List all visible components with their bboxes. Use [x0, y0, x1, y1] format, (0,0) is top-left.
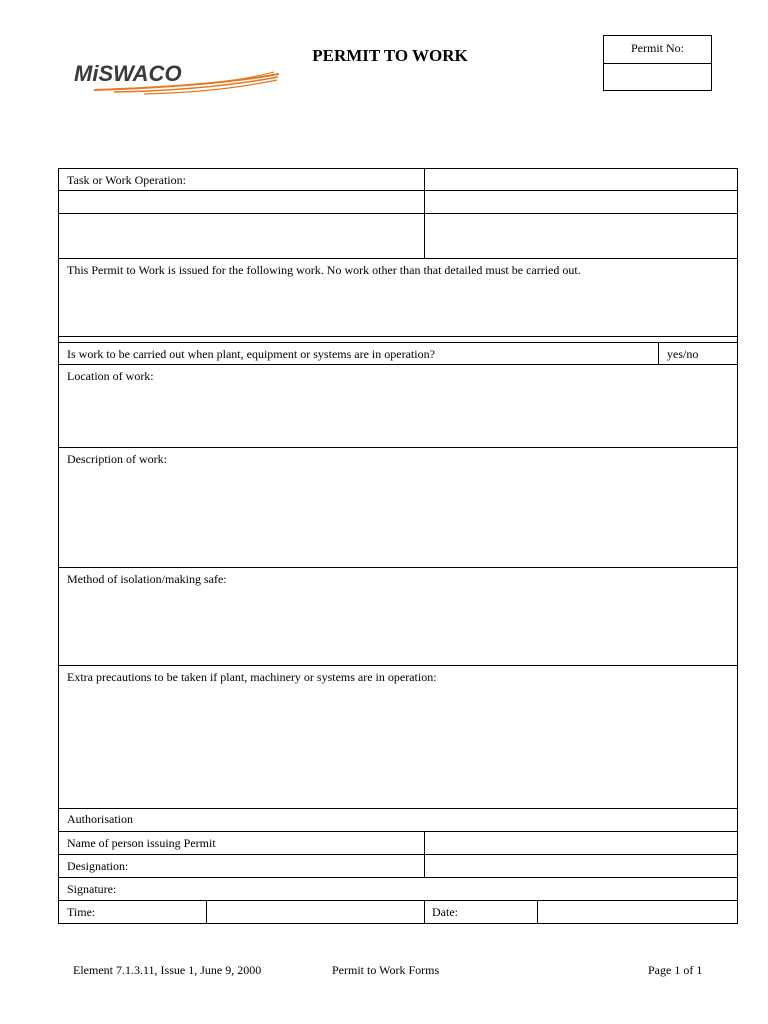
row-divider — [58, 808, 738, 809]
issuer-label: Name of person issuing Permit — [67, 836, 216, 850]
task-field-row3-right[interactable] — [425, 214, 737, 258]
permit-number-box — [603, 35, 712, 91]
permit-number-field[interactable] — [604, 64, 711, 91]
row-divider — [58, 336, 738, 337]
row-divider — [58, 258, 738, 259]
isolation-label: Method of isolation/making safe: — [67, 572, 227, 586]
date-label: Date: — [432, 905, 458, 919]
location-label: Location of work: — [67, 369, 154, 383]
footer-page-number: Page 1 of 1 — [648, 963, 703, 977]
task-field-row3-left[interactable] — [59, 214, 424, 258]
time-label: Time: — [67, 905, 96, 919]
task-label: Task or Work Operation: — [67, 173, 186, 187]
footer-element: Element 7.1.3.11, Issue 1, June 9, 2000 — [73, 963, 262, 977]
yes-no-field[interactable]: yes/no — [667, 347, 699, 361]
logo-graphic — [74, 60, 284, 96]
operation-question: Is work to be carried out when plant, equipment or systems are in operation? — [67, 347, 435, 361]
issued-notice: This Permit to Work is issued for the following work. No work other than that detailed must be carried out. — [67, 263, 581, 277]
row-divider — [58, 877, 738, 878]
date-field[interactable] — [538, 901, 737, 924]
company-logo — [74, 60, 284, 96]
form-border — [58, 168, 738, 924]
time-field[interactable] — [207, 901, 424, 924]
permit-number-label: Permit No: — [604, 36, 711, 64]
logo-text: MiSWACO — [74, 61, 182, 86]
designation-label: Designation: — [67, 859, 129, 873]
row-divider — [58, 665, 738, 666]
designation-field[interactable] — [425, 855, 737, 877]
description-label: Description of work: — [67, 452, 167, 466]
column-divider — [424, 900, 425, 924]
column-divider — [658, 342, 659, 364]
row-divider — [58, 342, 738, 343]
task-field[interactable] — [425, 169, 737, 190]
issuer-field[interactable] — [425, 832, 737, 854]
signature-label: Signature: — [67, 882, 117, 896]
row-divider — [58, 447, 738, 448]
page-title: PERMIT TO WORK — [312, 46, 468, 65]
row-divider — [58, 364, 738, 365]
precautions-label: Extra precautions to be taken if plant, machinery or systems are in operation: — [67, 670, 437, 684]
footer-doc-name: Permit to Work Forms — [332, 963, 440, 977]
authorisation-label: Authorisation — [67, 812, 133, 826]
row-divider — [58, 567, 738, 568]
task-field-row2-right[interactable] — [425, 191, 737, 213]
task-field-row2-left[interactable] — [59, 191, 424, 213]
